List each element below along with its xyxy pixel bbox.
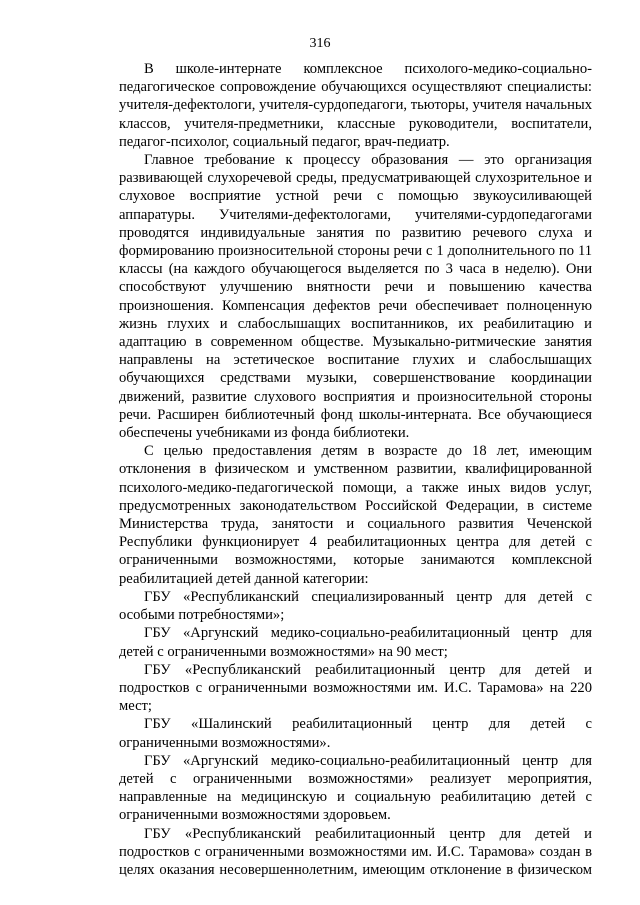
paragraph-argun-center: ГБУ «Аргунский медико-социально-реабилитационный центр для детей с ограниченными возможностями» реализует мероприятия, направленные на медицинскую и социальную реабилитацию детей с ограниченными возможностями здоровьем. [119, 752, 592, 824]
page-number: 316 [309, 36, 331, 51]
paragraph-education-requirements: Главное требование к процессу образования — это организация развивающей слухоречевой среды, предусматривающей слухозрительное и слуховое восприятие устной речи с помощью звукоусиливающей аппаратуры. Учителями-дефектологами, учителями-сурдопедагогами проводятся индивидуальные занятия по развитию речевого слуха и формированию произносительной стороны речи с 1 дополнительного по 11 классы (на каждого обучающегося выделяется по 3 часа в неделю). Они способствуют улучшению внятности речи и повышению качества произношения. Компенсация дефектов речи обеспечивает полноценную жизнь глухих и слабослышащих воспитанников, их реабилитацию и адаптацию в современном обществе. Музыкально-ритмические занятия направлены на эстетическое воспитание глухих и слабослышащих обучающихся средствами музыки, совершенствование координации движений, развитие слухового восприятия и произносительной стороны речи. Расширен библиотечный фонд школы-интерната. Все обучающиеся обеспечены учебниками из фонда библиотеки. [119, 152, 592, 442]
body-text [119, 60, 592, 879]
paragraph-rehabilitation-centers: С целью предоставления детям в возрасте до 18 лет, имеющим отклонения в физическом и умственном развитии, квалифицированной психолого-медико-педагогической помощи, а также иных видов услуг, предусмотренных законодательством Российской Федерации, в системе Министерства труда, занятости и социального развития Чеченской Республики функционирует 4 реабилитационных центра для детей с ограниченными возможностями, которые занимаются комплексной реабилитацией детей данной категории: [119, 443, 592, 587]
list-item-center: ГБУ «Республиканский реабилитационный центр для детей и подростков с ограниченными возможностями им. И.С. Тарамова» на 220 мест; [119, 661, 592, 715]
paragraph-specialists: В школе-интернате комплексное психолого-медико-социально-педагогическое сопровождение обучающихся осуществляют специалисты: учителя-дефектологи, учителя-сурдопедагоги, тьюторы, учителя начальных классов, учителя-предметники, классные руководители, воспитатели, педагог-психолог, социальный педагог, врач-педиатр. [119, 61, 592, 150]
list-item-center: ГБУ «Республиканский специализированный центр для детей с особыми потребностями»; [119, 588, 592, 624]
paragraph-taramov-center: ГБУ «Республиканский реабилитационный центр для детей и подростков с ограниченными возможностями им. И.С. Тарамова» создан в целях оказания несовершеннолетним, имеющим отклонение в физическом [119, 825, 592, 878]
list-item-center: ГБУ «Шалинский реабилитационный центр для детей с ограниченными возможностями». [119, 716, 592, 751]
list-item-center: ГБУ «Аргунский медико-социально-реабилитационный центр для детей с ограниченными возможностями» на 90 мест; [119, 625, 592, 660]
